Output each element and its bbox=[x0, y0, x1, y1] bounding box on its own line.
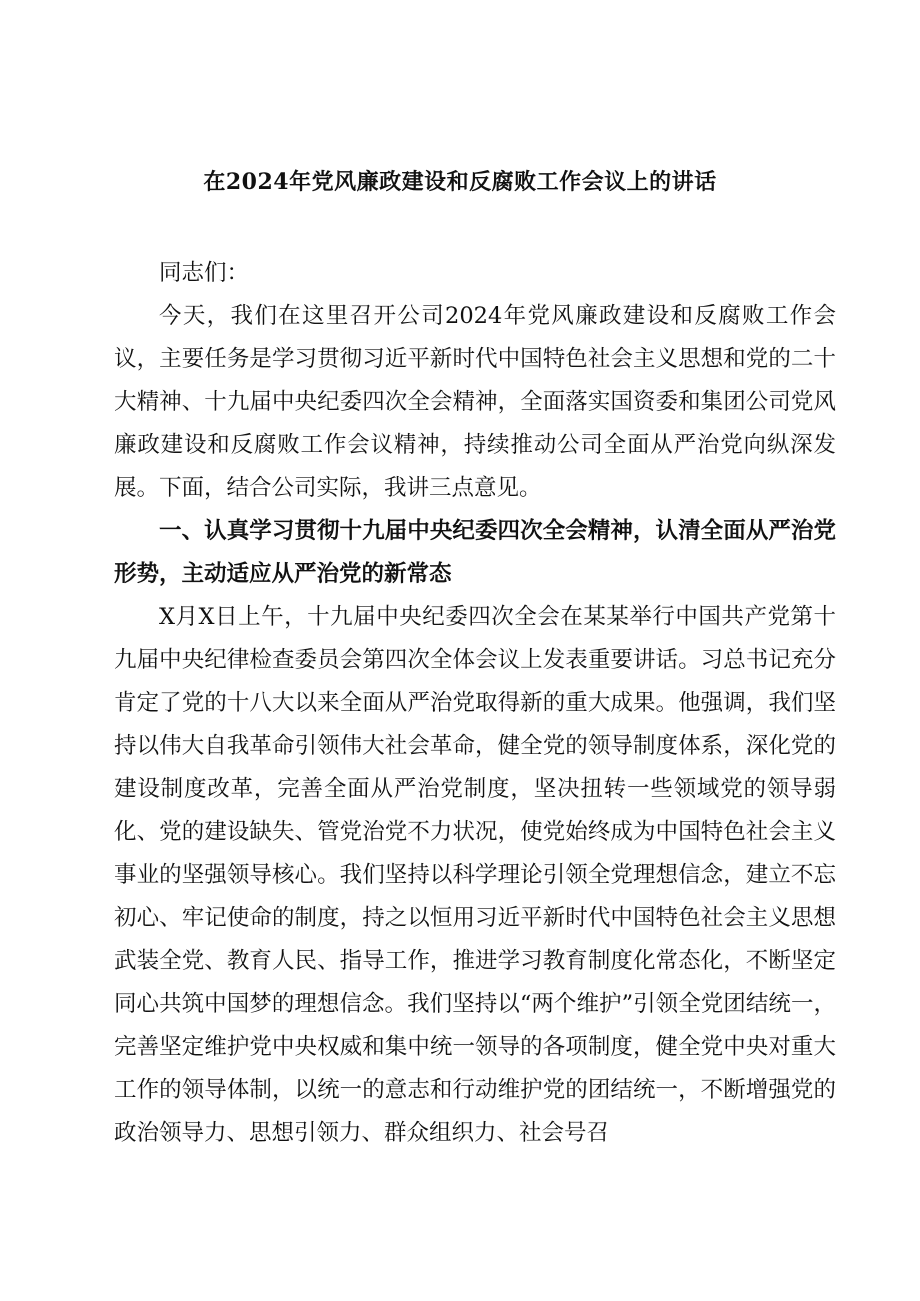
intro-paragraph: 今天，我们在这里召开公司2024年党风廉政建设和反腐败工作会议，主要任务是学习贯彻习近平新时代中国特色社会主义思想和党的二十大精神、十九届中央纪委四次全会精神，全面落实国资委和集团公司党风廉政建设和反腐败工作会议精神，持续推动公司全面从严治党向纵深发展。下面，结合公司实际，我讲三点意见。 bbox=[114, 303, 836, 501]
document-title: 在2024年党风廉政建设和反腐败工作会议上的讲话 bbox=[203, 169, 717, 195]
document-body bbox=[114, 252, 836, 1155]
section-paragraph: X月X日上午，十九届中央纪委四次全会在某某举行中国共产党第十九届中央纪律检查委员会第四次全体会议上发表重要讲话。习总书记充分肯定了党的十八大以来全面从严治党取得新的重大成果。他强调，我们坚持以伟大自我革命引领伟大社会革命，健全党的领导制度体系，深化党的建设制度改革，完善全面从严治党制度，坚决扭转一些领域党的领导弱化、党的建设缺失、管党治党不力状况，使党始终成为中国特色社会主义事业的坚强领导核心。我们坚持以科学理论引领全党理想信念，建立不忘初心、牢记使命的制度，持之以恒用习近平新时代中国特色社会主义思想武装全党、教育人民、指导工作，推进学习教育制度化常态化，不断坚定同心共筑中国梦的理想信念。我们坚持以“两个维护”引领全党团结统一，完善坚定维护党中央权威和集中统一领导的各项制度，健全党中央对重大工作的领导体制，以统一的意志和行动维护党的团结统一，不断增强党的政治领导力、思想引领力、群众组织力、社会号召 bbox=[114, 604, 836, 1146]
section-heading: 一、认真学习贯彻十九届中央纪委四次全会精神，认清全面从严治党形势，主动适应从严治党的新常态 bbox=[114, 518, 836, 587]
salutation: 同志们： bbox=[159, 260, 250, 286]
